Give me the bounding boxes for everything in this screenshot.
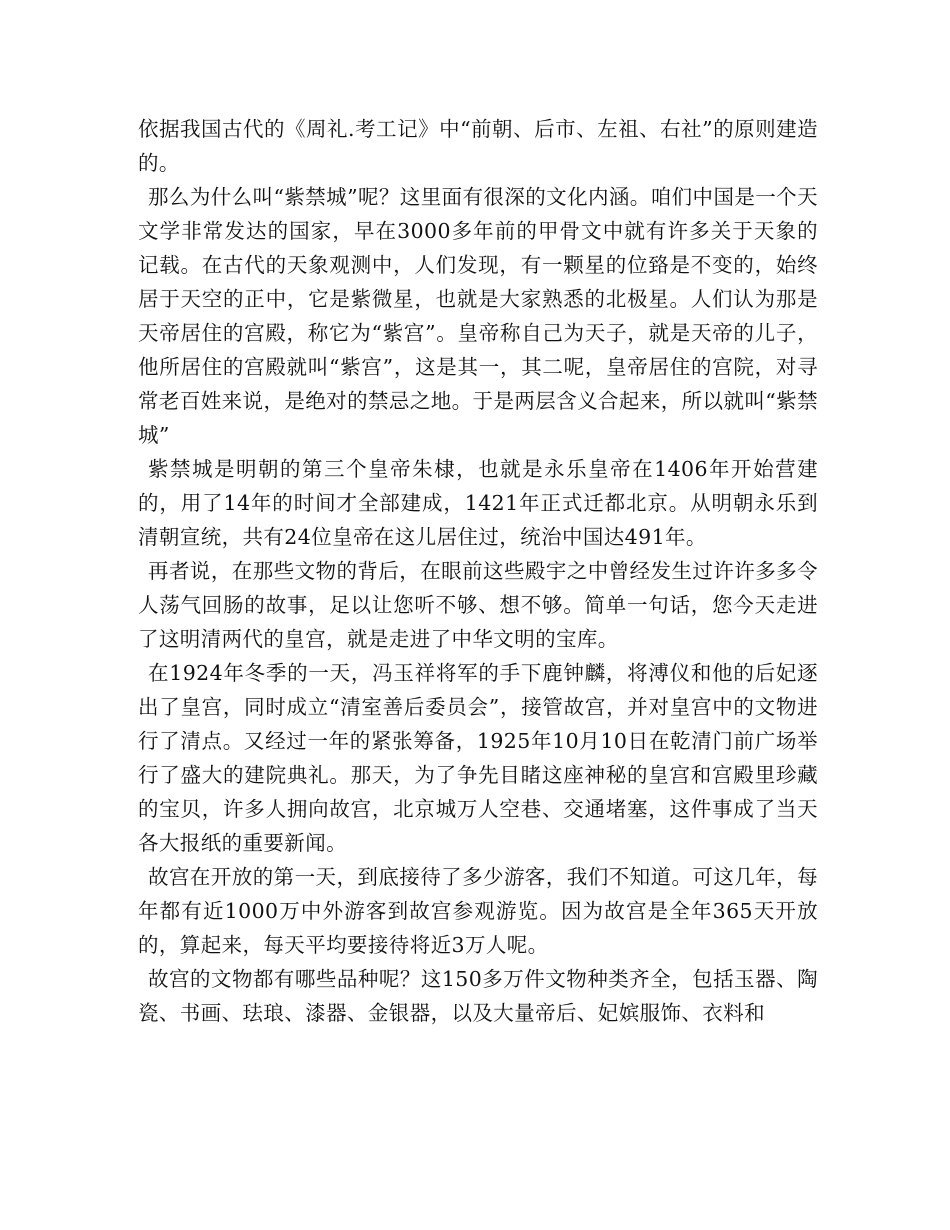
paragraph-5: 在1924年冬季的一天，冯玉祥将军的手下鹿钟麟，将溥仪和他的后妃逐出了皇宫，同时成立“清室善后委员会”，接管故宫，并对皇宫中的文物进行了清点。又经过一年的紧张筹备，1925年10月10日在乾清门前广场举行了盛大的建院典礼。那天，为了争先目睹这座神秘的皇宫和宫殿里珍藏的宝贝，许多人拥向故宫，北京城万人空巷、交通堵塞，这件事成了当天各大报纸的重要新闻。 — [138, 661, 818, 855]
document-body — [138, 112, 818, 1030]
paragraph-3: 紫禁城是明朝的第三个皇帝朱棣，也就是永乐皇帝在1406年开始营建的，用了14年的时间才全部建成，1421年正式迁都北京。从明朝永乐到清朝宣统，共有24位皇帝在这儿居住过，统治中国达491年。 — [138, 457, 818, 549]
paragraph-1: 依据我国古代的《周礼.考工记》中“前朝、后市、左祖、右社”的原则建造的。 — [138, 117, 818, 175]
paragraph-4: 再者说，在那些文物的背后，在眼前这些殿宇之中曾经发生过许许多多令人荡气回肠的故事，足以让您听不够、想不够。简单一句话，您今天走进了这明清两代的皇宫，就是走进了中华文明的宝库。 — [138, 559, 818, 651]
paragraph-2: 那么为什么叫“紫禁城”呢？这里面有很深的文化内涵。咱们中国是一个天文学非常发达的国家，早在3000多年前的甲骨文中就有许多关于天象的记载。在古代的天象观测中，人们发现，有一颗星的位臵是不变的，始终居于天空的正中，它是紫微星，也就是大家熟悉的北极星。人们认为那是天帝居住的宫殿，称它为“紫宫”。皇帝称自己为天子，就是天帝的儿子，他所居住的宫殿就叫“紫宫”，这是其一，其二呢，皇帝居住的宫院，对寻常老百姓来说，是绝对的禁忌之地。于是两层含义合起来，所以就叫“紫禁城” — [138, 185, 818, 447]
paragraph-7: 故宫的文物都有哪些品种呢？这150多万件文物种类齐全，包括玉器、陶瓷、书画、珐琅、漆器、金银器，以及大量帝后、妃嫔服饰、衣料和 — [138, 967, 818, 1025]
paragraph-6: 故宫在开放的第一天，到底接待了多少游客，我们不知道。可这几年，每年都有近1000万中外游客到故宫参观游览。因为故宫是全年365天开放的，算起来，每天平均要接待将近3万人呢。 — [138, 865, 818, 957]
